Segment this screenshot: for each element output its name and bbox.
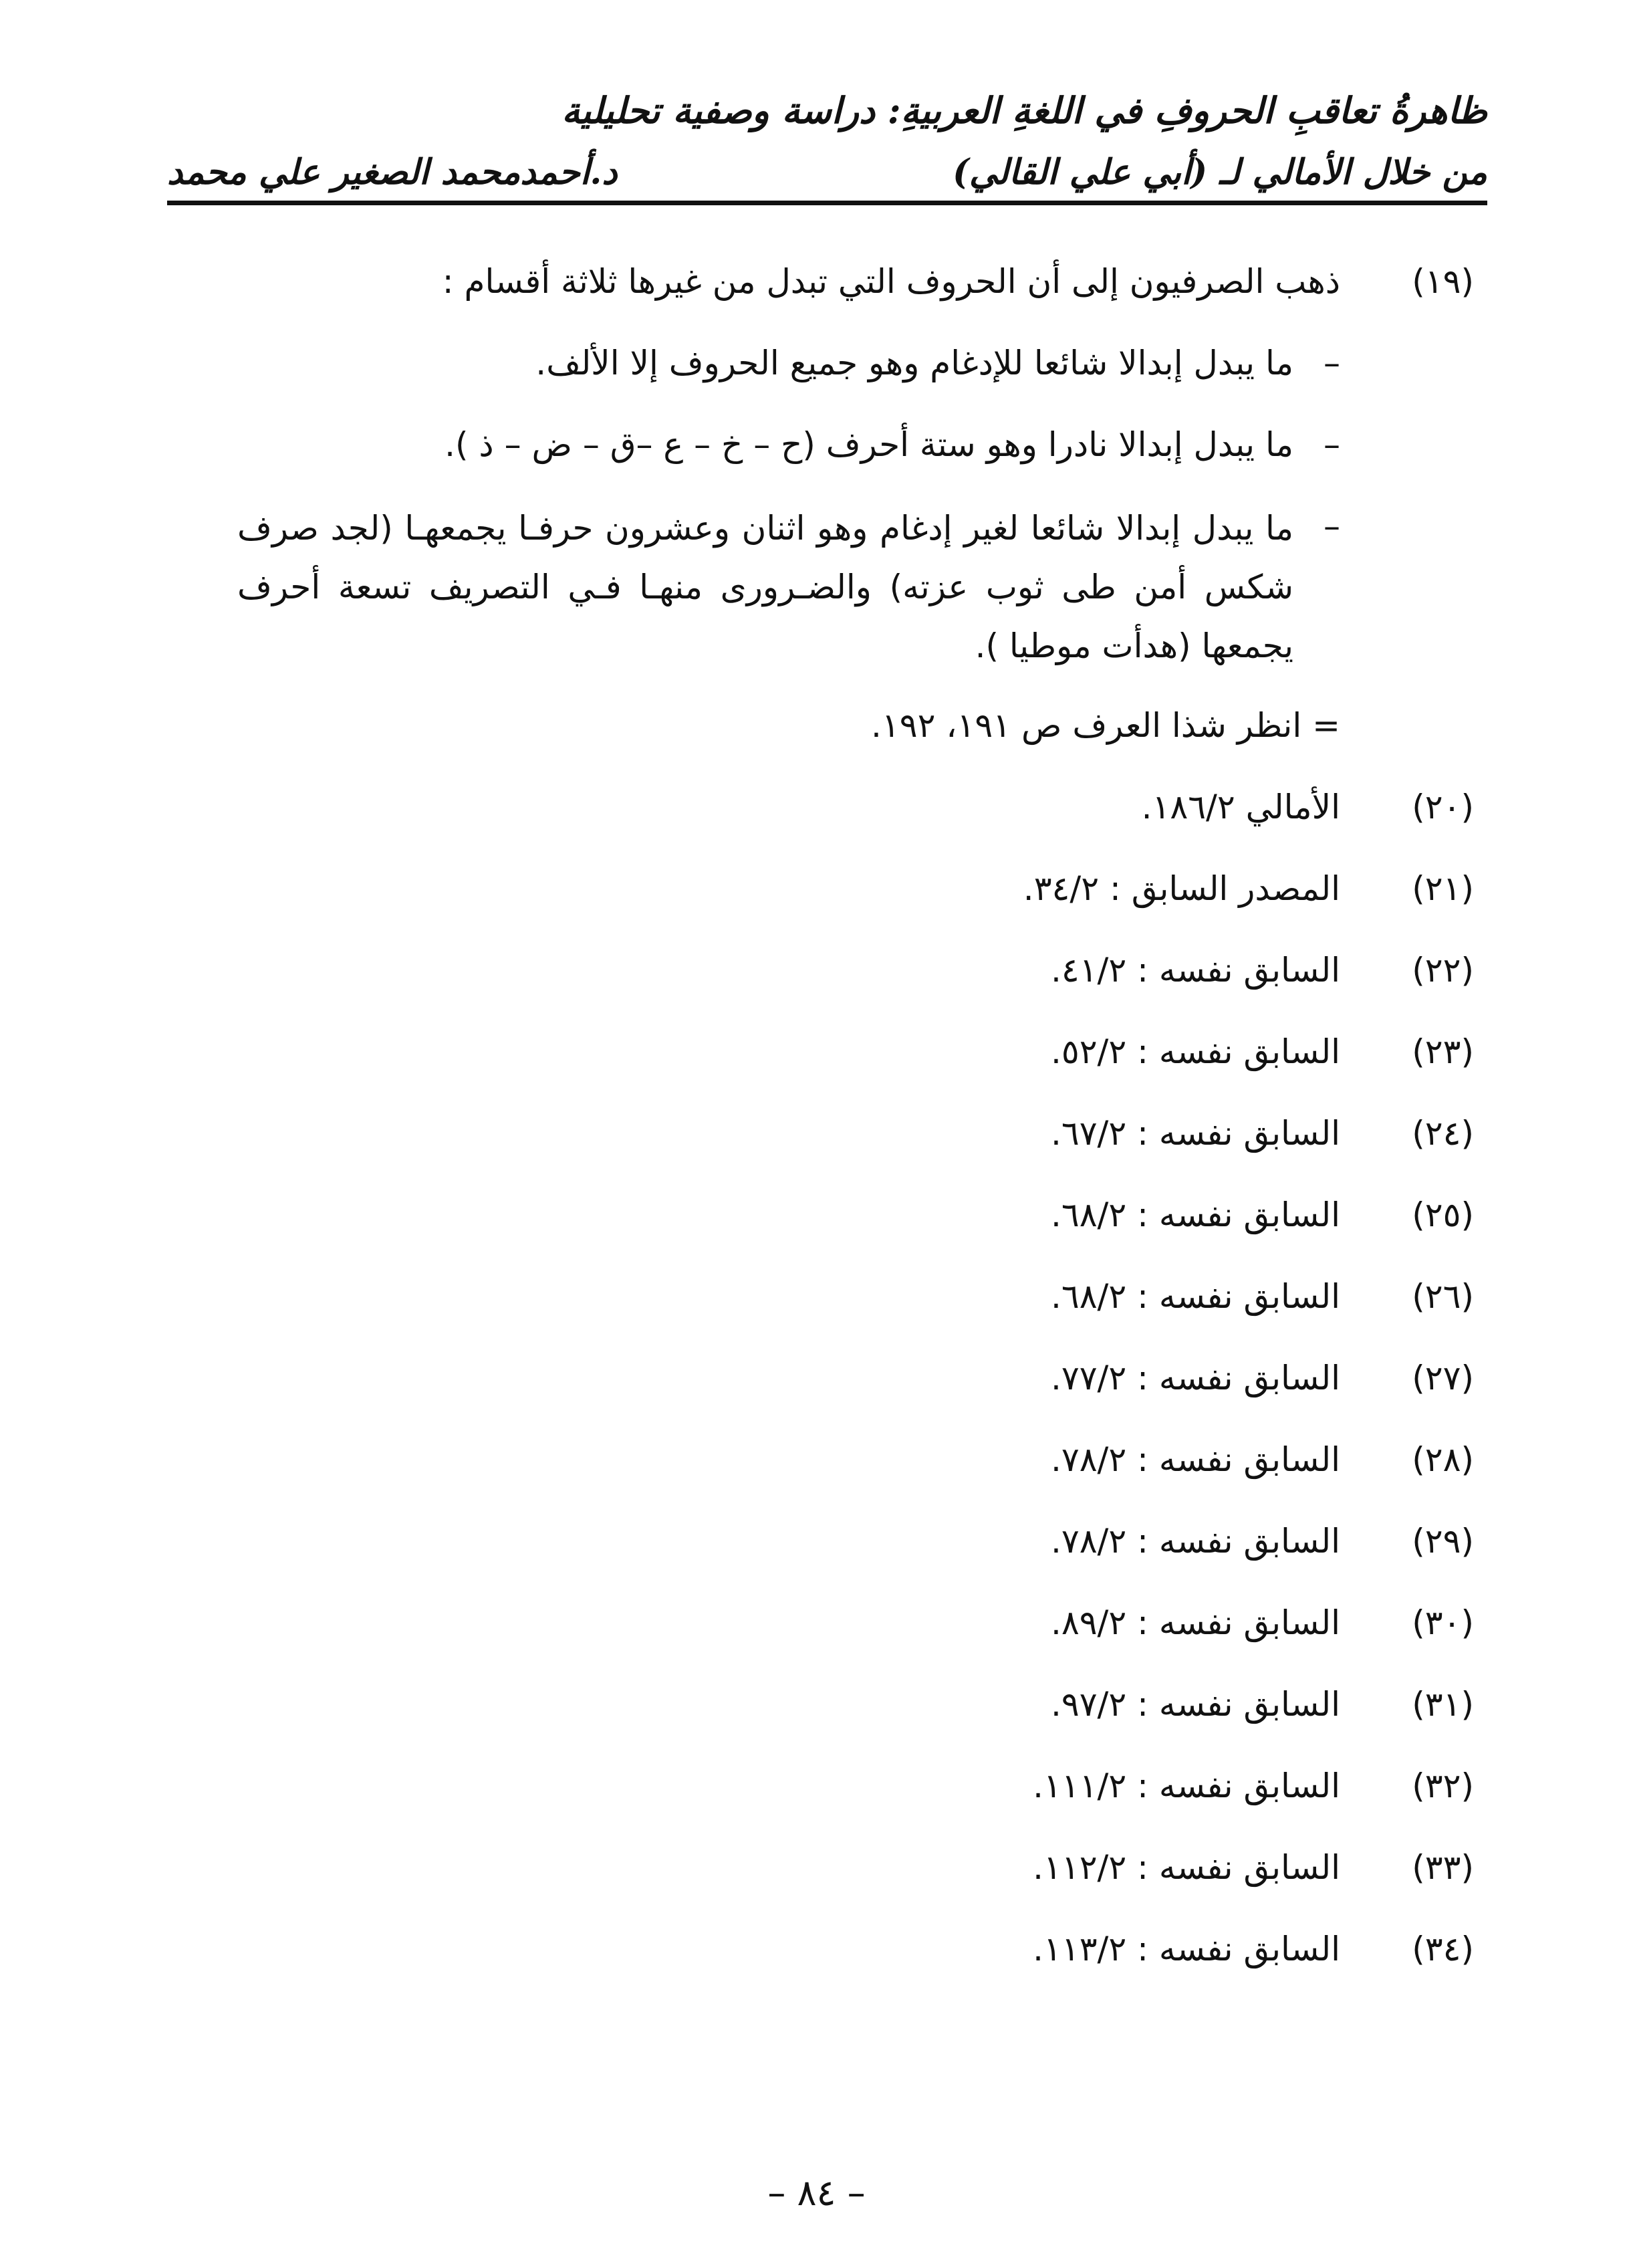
running-subtitle-row — [167, 146, 1487, 199]
endnote-body — [237, 241, 1340, 766]
endnote-text: السابق نفسه : ٦٨/٢. — [1050, 1196, 1340, 1234]
endnote-number: (٣١) — [1412, 1685, 1474, 1724]
endnote-bullet — [237, 485, 1340, 685]
endnote-text: الأمالي ١٨٦/٢. — [1141, 788, 1340, 826]
endnote-text: السابق نفسه : ١١٣/٢. — [1033, 1930, 1340, 1968]
endnote-number: (٢٨) — [1412, 1440, 1474, 1479]
endnote-text: السابق نفسه : ٦٨/٢. — [1050, 1277, 1340, 1316]
endnote-28 — [237, 1419, 1474, 1500]
endnote-bullet-text: ما يبدل إبدالا شائعا لغير إدغام وهو اثنان وعشرون حرفـا يجمعهـا (لجد صرف شكس أمن طى ثوب عزته) والضـرورى منهـا فـي التصريف تسعة أحرف يجمعها (هدأت موطيا ). — [237, 509, 1293, 665]
endnote-27 — [237, 1337, 1474, 1419]
endnote-text: السابق نفسه : ٦٧/٢. — [1050, 1114, 1340, 1153]
dash-marker: – — [1324, 425, 1340, 464]
endnote-bullet — [237, 322, 1340, 404]
endnote-text: السابق نفسه : ١١١/٢. — [1033, 1767, 1340, 1805]
endnote-text: السابق نفسه : ٧٧/٢. — [1050, 1359, 1340, 1397]
author-name: د.أحمدمحمد الصغير علي محمد — [167, 152, 618, 193]
endnote-29 — [237, 1500, 1474, 1582]
running-subtitle: من خلال الأمالي لـ (أبي علي القالي) — [953, 152, 1487, 193]
endnote-25 — [237, 1174, 1474, 1256]
endnote-text: السابق نفسه : ١١٢/٢. — [1033, 1848, 1340, 1887]
endnote-number: (٢٣) — [1412, 1032, 1474, 1071]
endnote-number: (١٩) — [1412, 262, 1474, 301]
endnote-number: (٢٧) — [1412, 1359, 1474, 1397]
endnote-26 — [237, 1256, 1474, 1337]
endnote-number: (٢٠) — [1412, 788, 1474, 826]
endnote-number: (٣٣) — [1412, 1848, 1474, 1887]
endnote-intro: ذهب الصرفيون إلى أن الحروف التي تبدل من غيرها ثلاثة أقسام : — [442, 262, 1340, 301]
endnote-text: السابق نفسه : ٤١/٢. — [1050, 951, 1340, 990]
endnote-reference: = انظر شذا العرف ص ١٩١، ١٩٢. — [870, 706, 1340, 745]
header-rule — [167, 201, 1487, 205]
endnote-bullet-text: ما يبدل إبدالا نادرا وهو ستة أحرف (ح – خ – ع –ق – ض – ذ ). — [445, 425, 1293, 464]
endnote-20 — [237, 766, 1474, 848]
endnote-number: (٢١) — [1412, 869, 1474, 908]
endnote-number: (٢٦) — [1412, 1277, 1474, 1316]
endnote-31 — [237, 1664, 1474, 1745]
endnotes-list — [237, 241, 1474, 1990]
dash-marker: – — [1324, 507, 1340, 546]
endnote-number: (٢٤) — [1412, 1114, 1474, 1153]
endnote-bullet — [237, 404, 1340, 485]
page-number: – ٨٤ – — [767, 2172, 866, 2214]
endnote-34 — [237, 1908, 1474, 1990]
endnote-text: السابق نفسه : ٧٨/٢. — [1050, 1440, 1340, 1479]
endnote-number: (٢٢) — [1412, 951, 1474, 990]
running-title: ظاهرةُ تعاقبِ الحروفِ في اللغةِ العربيةِ: دراسة وصفية تحليلية — [561, 89, 1487, 132]
endnote-text: السابق نفسه : ٩٧/٢. — [1050, 1685, 1340, 1724]
endnote-number: (٣٤) — [1412, 1930, 1474, 1968]
endnote-text: السابق نفسه : ٧٨/٢. — [1050, 1522, 1340, 1561]
endnote-24 — [237, 1093, 1474, 1174]
endnote-32 — [237, 1745, 1474, 1827]
endnote-bullet-text: ما يبدل إبدالا شائعا للإدغام وهو جميع الحروف إلا الألف. — [535, 344, 1293, 382]
endnote-19 — [237, 241, 1474, 766]
endnote-text: السابق نفسه : ٥٢/٢. — [1050, 1032, 1340, 1071]
endnote-22 — [237, 929, 1474, 1011]
endnote-number: (٢٩) — [1412, 1522, 1474, 1561]
endnote-text: السابق نفسه : ٨٩/٢. — [1050, 1603, 1340, 1642]
endnote-number: (٢٥) — [1412, 1196, 1474, 1234]
endnote-33 — [237, 1827, 1474, 1908]
endnote-number: (٣٢) — [1412, 1767, 1474, 1805]
dash-marker: – — [1324, 344, 1340, 382]
endnote-number: (٣٠) — [1412, 1603, 1474, 1642]
endnote-30 — [237, 1582, 1474, 1664]
endnote-23 — [237, 1011, 1474, 1093]
endnote-21 — [237, 848, 1474, 929]
endnote-text: المصدر السابق : ٣٤/٢. — [1023, 869, 1340, 908]
